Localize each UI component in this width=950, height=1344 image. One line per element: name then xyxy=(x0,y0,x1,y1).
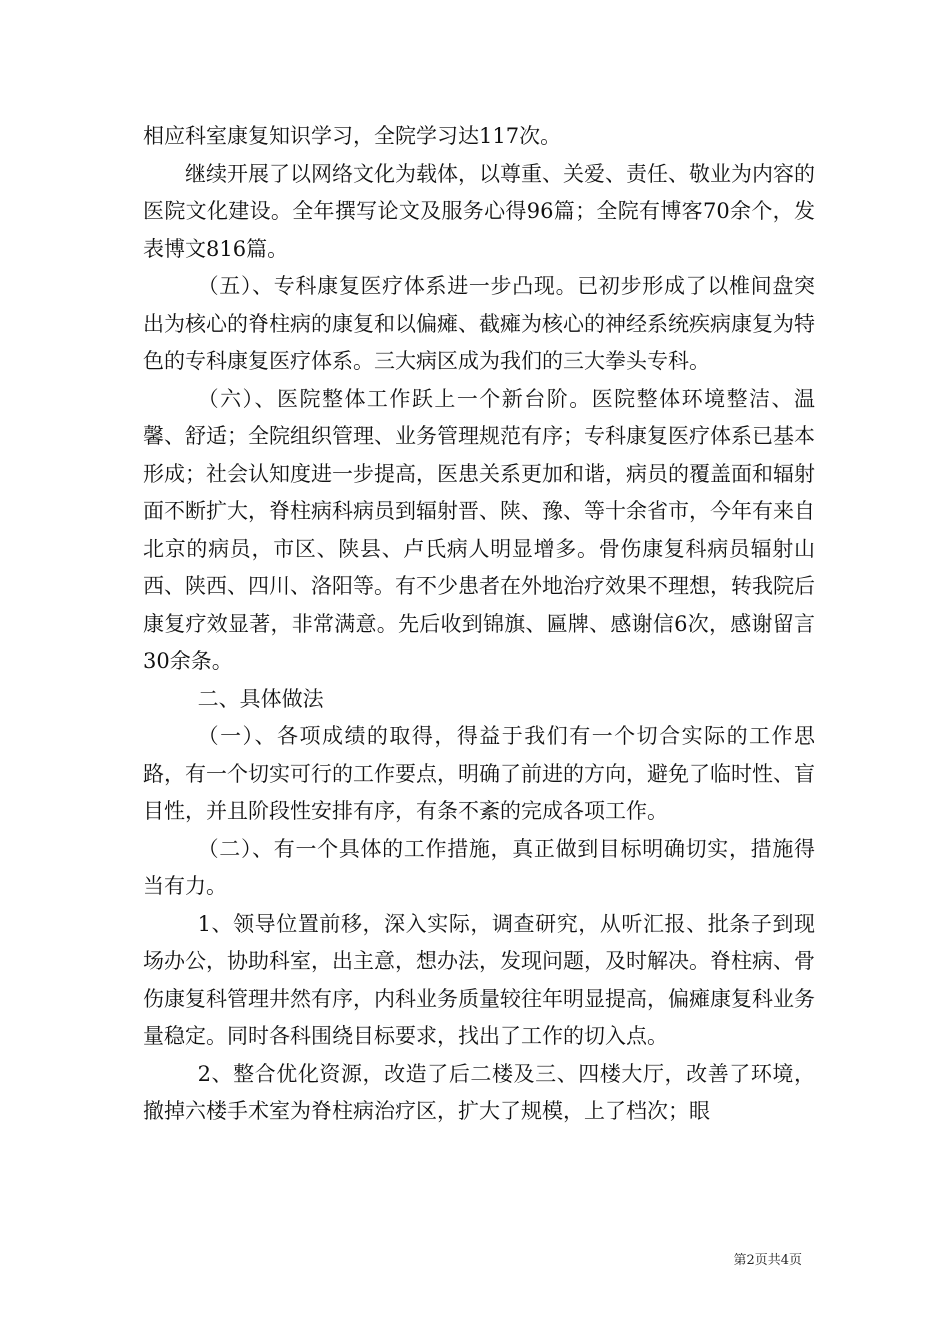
page-number-footer: 第2页共4页 xyxy=(733,1253,802,1268)
paragraph-5: （一）、各项成绩的取得，得益于我们有一个切合实际的工作思路，有一个切实可行的工作要点，明确了前进的方向，避免了临时性、盲目性，并且阶段性安排有序，有条不紊的完成各项工作。 xyxy=(143,724,815,823)
paragraph-3: （五）、专科康复医疗体系进一步凸现。已初步形成了以椎间盘突出为核心的脊柱病的康复和以偏瘫、截瘫为核心的神经系统疾病康复为特色的专科康复医疗体系。三大病区成为我们的三大拳头专科。 xyxy=(143,274,815,373)
paragraph-6: （二）、有一个具体的工作措施，真正做到目标明确切实，措施得当有力。 xyxy=(143,836,815,898)
paragraph-1: 相应科室康复知识学习，全院学习达117次。 xyxy=(143,124,562,148)
paragraph-8: 2、整合优化资源，改造了后二楼及三、四楼大厅，改善了环境，撤掉六楼手术室为脊柱病治疗区，扩大了规模，上了档次；眼 xyxy=(143,1061,815,1123)
paragraph-2: 继续开展了以网络文化为载体，以尊重、关爱、责任、敬业为内容的医院文化建设。全年撰写论文及服务心得96篇；全院有博客70余个，发表博文816篇。 xyxy=(143,161,815,261)
paragraph-7: 1、领导位置前移，深入实际，调查研究，从听汇报、批条子到现场办公，协助科室，出主意，想办法，发现问题，及时解决。脊柱病、骨伤康复科管理井然有序，内科业务质量较往年明显提高，偏瘫康复科业务量稳定。同时各科围绕目标要求，找出了工作的切入点。 xyxy=(143,911,815,1048)
paragraph-4: （六）、医院整体工作跃上一个新台阶。医院整体环境整洁、温馨、舒适；全院组织管理、业务管理规范有序；专科康复医疗体系已基本形成；社会认知度进一步提高，医患关系更加和谐，病员的覆盖面和辐射面不断扩大，脊柱病科病员到辐射晋、陕、豫、等十余省市，今年有来自北京的病员，市区、陕县、卢氏病人明显增多。骨伤康复科病员辐射山西、陕西、四川、洛阳等。有不少患者在外地治疗效果不理想，转我院后康复疗效显著，非常满意。先后收到锦旗、匾牌、感谢信6次，感谢留言30余条。 xyxy=(143,386,815,673)
section-heading: 二、具体做法 xyxy=(197,686,324,711)
document-body xyxy=(143,118,815,1131)
